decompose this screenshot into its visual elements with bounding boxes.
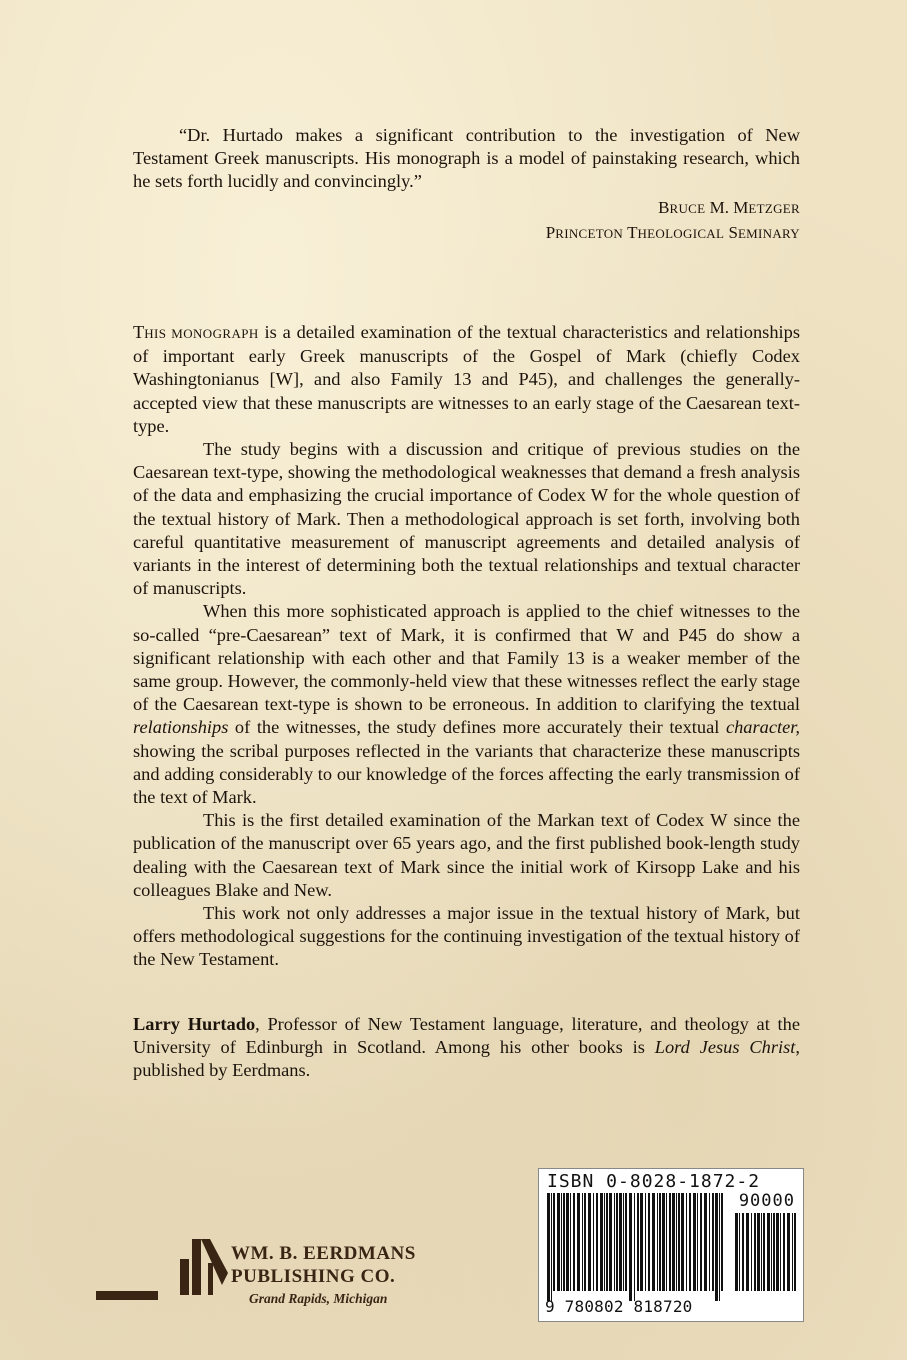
barcode-bar	[693, 1193, 696, 1291]
description-paragraph-1: THIS MONOGRAPH is a detailed examination of the textual characteristics and relationships of important early Greek manuscripts of the Gospel of Mark (chiefly Codex Washingtonianus [W], and also Family 13 and P45), and challenges the generally-accepted view that these manuscripts are witnesses to an early stage of the Caesarean text-type.	[133, 322, 800, 436]
barcode-bar	[570, 1193, 571, 1291]
publisher-city: Grand Rapids, Michigan	[249, 1291, 388, 1306]
book-title: Lord Jesus Christ	[654, 1037, 796, 1058]
barcode-bar	[563, 1193, 565, 1291]
barcode-bar	[715, 1193, 718, 1301]
barcode-bar	[776, 1213, 779, 1291]
barcode-bar	[640, 1193, 643, 1291]
barcode-bar	[629, 1193, 632, 1301]
barcode-bar	[596, 1193, 598, 1291]
barcode-bar	[773, 1213, 775, 1291]
barcode-bar	[794, 1213, 796, 1291]
barcode-bar	[657, 1193, 658, 1291]
barcode-bar	[735, 1213, 738, 1291]
isbn-barcode	[538, 1168, 804, 1322]
barcode-bar	[606, 1193, 608, 1291]
barcode-bar	[681, 1193, 684, 1291]
barcode-bar	[573, 1193, 575, 1291]
barcode-bar	[672, 1193, 675, 1291]
barcode-bar	[584, 1193, 586, 1291]
barcode-bar	[593, 1193, 594, 1291]
barcode-bar	[700, 1193, 702, 1291]
ean-barcode-bars	[547, 1193, 723, 1301]
description-paragraph-5: This work not only addresses a major issue in the textual history of Mark, but offers methodological suggestions for the continuing investigation of the textual history of the New Testament.	[133, 903, 800, 970]
barcode-bar	[787, 1213, 790, 1291]
description-paragraph-2: The study begins with a discussion and critique of previous studies on the Caesarean text-type, showing the methodological weaknesses that demand a fresh analysis of the data and emphasizing the crucial importance of Codex W for the whole question of the textual history of Mark. Then a methodological approach is set forth, involving both careful quantitative measurement of manuscript agreements and detailed analysis of variants in the interest of determining both the textual relationships and textual character of manuscripts.	[133, 439, 800, 599]
description-paragraph-3: When this more sophisticated approach is applied to the chief witnesses to the so-called “pre-Caesarean” text of Mark, it is confirmed that W and P45 do show a significant relationship with each other and that Family 13 is a weaker member of the same group. However, the commonly-held view that these witnesses reflect the early stage of the Caesarean text-type is shown to be erroneous. In addition to clarifying the textual relationships of the witnesses, the study defines more accurately their textual character, showing the scribal purposes reflected in the variants that characterize these manuscripts and adding considerably to our knowledge of the forces affecting the early transmission of the text of Mark.	[133, 601, 800, 808]
barcode-bar	[600, 1193, 603, 1291]
barcode-bar	[669, 1193, 671, 1291]
addon-barcode-bars	[735, 1213, 797, 1301]
barcode-bar	[754, 1213, 756, 1291]
barcode-bar	[604, 1193, 605, 1291]
barcode-bar	[746, 1213, 749, 1291]
description-section	[133, 321, 800, 972]
barcode-bar	[588, 1193, 591, 1291]
barcode-bar	[751, 1213, 752, 1291]
endorsement-quote: “Dr. Hurtado makes a significant contribution to the investigation of New Testament Greek manuscripts. His monograph is a model of painstaking research, which he sets forth lucidly and convincingly.”	[133, 125, 800, 192]
ean-digits: 9 780802 818720	[545, 1297, 693, 1316]
barcode-bar	[547, 1193, 550, 1301]
author-name: Larry Hurtado	[133, 1014, 256, 1034]
barcode-bar	[792, 1213, 793, 1291]
barcode-bar	[721, 1193, 723, 1291]
barcode-bar	[634, 1193, 635, 1301]
barcode-bar	[771, 1213, 772, 1291]
barcode-bar	[652, 1193, 655, 1291]
barcode-bar	[659, 1193, 661, 1291]
barcode-bar	[577, 1193, 580, 1291]
barcode-bar	[625, 1193, 627, 1291]
barcode-bar	[739, 1213, 740, 1291]
publisher-logo-icon	[96, 1233, 236, 1303]
barcode-bar	[551, 1193, 552, 1301]
description-paragraph-4: This is the first detailed examination of the Markan text of Codex W since the publication of the manuscript over 65 years ago, and the first published book-length study dealing with the Caesarean text of Mark since the initial work of Kirsopp Lake and his colleagues Blake and New.	[133, 810, 800, 900]
barcode-bar	[637, 1193, 639, 1291]
barcode-bar	[767, 1213, 770, 1291]
barcode-bar	[763, 1213, 765, 1291]
barcode-bar	[719, 1193, 720, 1301]
barcode-bar	[557, 1193, 560, 1291]
barcode-bar	[623, 1193, 624, 1291]
barcode-bar	[662, 1193, 665, 1291]
publisher-name-line-1: WM. B. EERDMANS	[231, 1243, 416, 1264]
endorser-institution: PRINCETON THEOLOGICAL SEMINARY	[545, 222, 800, 242]
barcode-bar	[678, 1193, 680, 1291]
endorser-name: BRUCE M. METZGER	[658, 197, 800, 217]
barcode-bar	[666, 1193, 667, 1291]
author-bio-section	[133, 1013, 800, 1083]
endorsement-section	[133, 124, 800, 246]
publisher-imprint	[96, 1233, 456, 1313]
barcode-bar	[676, 1193, 677, 1291]
barcode-bar	[619, 1193, 622, 1291]
barcode-bar	[686, 1193, 687, 1291]
barcode-bar	[757, 1213, 760, 1291]
barcode-bar	[645, 1193, 646, 1291]
barcode-bar	[697, 1193, 698, 1291]
barcode-bar	[709, 1193, 710, 1291]
barcode-bar	[761, 1213, 762, 1291]
barcode-bar	[566, 1193, 569, 1291]
isbn-number: ISBN 0-8028-1872-2	[547, 1171, 761, 1192]
lead-initial: T	[133, 322, 145, 342]
barcode-bar	[553, 1193, 555, 1291]
barcode-bar	[582, 1193, 583, 1291]
barcode-bar	[780, 1213, 781, 1291]
publisher-name-line-2: PUBLISHING CO.	[231, 1266, 396, 1287]
barcode-bar	[614, 1193, 615, 1291]
author-bio: Larry Hurtado, Professor of New Testament language, literature, and theology at the University of Edinburgh in Scotland. Among his other books is Lord Jesus Christ, published by Eerdmans.	[133, 1014, 800, 1081]
barcode-bar	[704, 1193, 707, 1291]
barcode-bar	[616, 1193, 618, 1291]
barcode-bar	[712, 1193, 714, 1291]
barcode-bar	[609, 1193, 612, 1291]
lead-small-caps: HIS MONOGRAPH	[144, 326, 259, 341]
barcode-bar	[648, 1193, 650, 1291]
price-code: 90000	[738, 1191, 795, 1211]
barcode-bar	[561, 1193, 562, 1291]
barcode-bar	[742, 1213, 744, 1291]
barcode-bar	[689, 1193, 691, 1291]
barcode-bar	[783, 1213, 785, 1291]
